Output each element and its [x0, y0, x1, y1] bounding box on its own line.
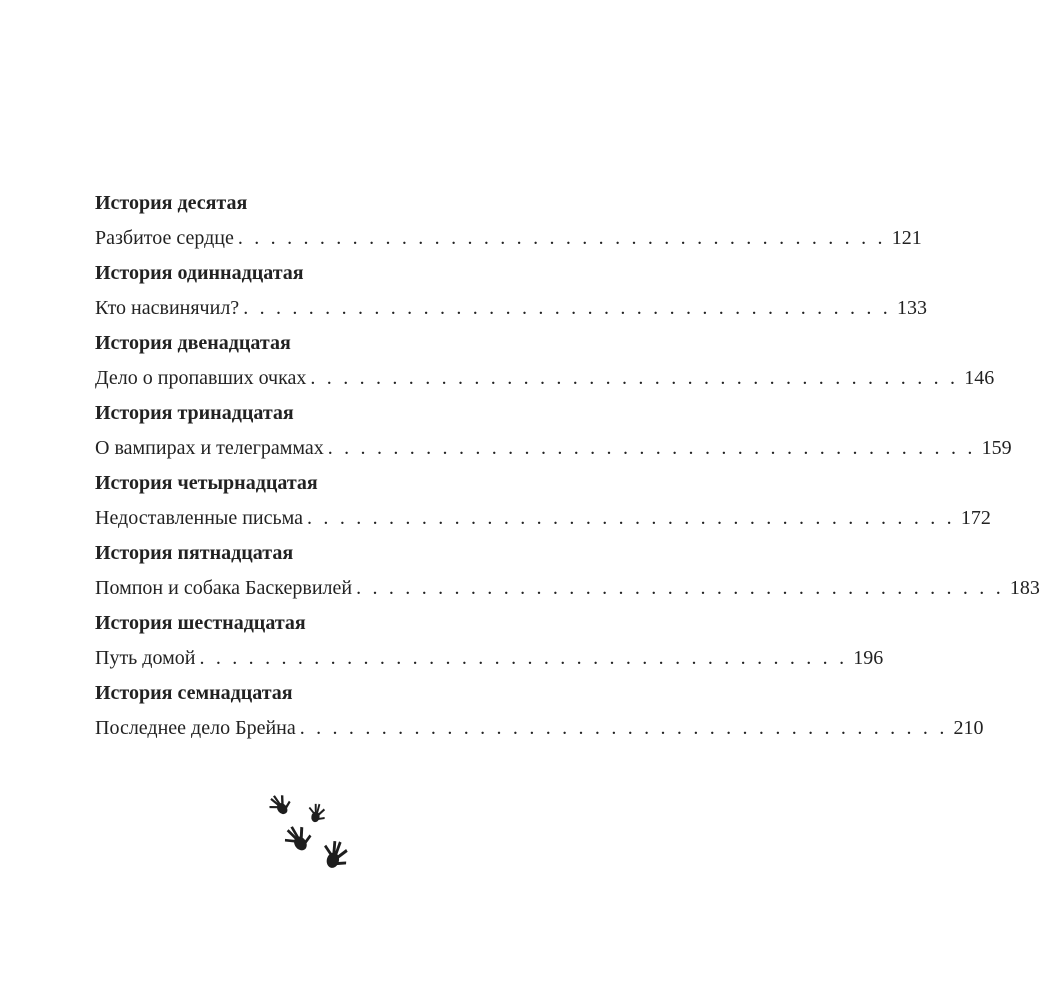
story-heading: История шестнадцатая: [95, 612, 306, 634]
dot-leader: . . . . . . . . . . . . . . . . . . . . . . . . . . . . . . . . . . . . . . . .: [243, 297, 891, 319]
dot-leader: . . . . . . . . . . . . . . . . . . . . . . . . . . . . . . . . . . . . . . . .: [307, 507, 955, 529]
paw-prints-icon: [262, 790, 362, 885]
toc-entry[interactable]: [95, 711, 984, 746]
page-number: 133: [897, 297, 927, 319]
paw-print: [319, 838, 351, 871]
dot-leader: . . . . . . . . . . . . . . . . . . . . . . . . . . . . . . . . . . . . . . . .: [310, 367, 959, 389]
entry-title: Последнее дело Брейна: [95, 717, 296, 739]
dot-leader: . . . . . . . . . . . . . . . . . . . . . . . . . . . . . . . . . . . . . . . .: [199, 647, 848, 669]
toc-entry[interactable]: [95, 221, 922, 256]
paw-print: [265, 790, 294, 819]
story-heading: История пятнадцатая: [95, 542, 294, 564]
story-heading: История десятая: [95, 192, 248, 214]
toc-entry[interactable]: [95, 291, 927, 326]
story-heading: История тринадцатая: [95, 402, 294, 424]
dot-leader: . . . . . . . . . . . . . . . . . . . . . . . . . . . . . . . . . . . . . . . .: [356, 577, 1004, 599]
paw-print: [306, 802, 327, 824]
toc-entry[interactable]: [95, 641, 884, 676]
page-number: 159: [981, 437, 1012, 459]
entry-title: О вампирах и телеграммах: [95, 437, 324, 459]
entry-title: Разбитое сердце: [95, 227, 234, 249]
page-number: 196: [853, 647, 884, 669]
story-heading: История двенадцатая: [95, 332, 291, 354]
paw-print: [280, 820, 315, 856]
dot-leader: . . . . . . . . . . . . . . . . . . . . . . . . . . . . . . . . . . . . . . . .: [299, 717, 948, 739]
toc-entry[interactable]: [95, 431, 1012, 466]
page-number: 172: [960, 507, 991, 529]
toc-entry[interactable]: [95, 571, 1040, 606]
page-number: 210: [953, 717, 984, 739]
entry-title: Недоставленные письма: [95, 507, 304, 529]
entry-title: Дело о пропавших очках: [95, 367, 307, 389]
table-of-contents: [95, 186, 1040, 746]
story-heading: История семнадцатая: [95, 682, 293, 704]
story-heading: История четырнадцатая: [95, 472, 318, 494]
dot-leader: . . . . . . . . . . . . . . . . . . . . . . . . . . . . . . . . . . . . . . . .: [237, 227, 886, 249]
entry-title: Путь домой: [95, 647, 196, 669]
page-number: 183: [1009, 577, 1040, 599]
entry-title: Помпон и собака Баскервилей: [95, 577, 353, 599]
story-heading: История одиннадцатая: [95, 262, 304, 284]
toc-entry[interactable]: [95, 361, 995, 396]
page-number: 121: [891, 227, 922, 249]
dot-leader: . . . . . . . . . . . . . . . . . . . . . . . . . . . . . . . . . . . . . . . .: [327, 437, 976, 459]
page-number: 146: [964, 367, 995, 389]
toc-entry[interactable]: [95, 501, 991, 536]
entry-title: Кто насвинячил?: [95, 297, 240, 319]
